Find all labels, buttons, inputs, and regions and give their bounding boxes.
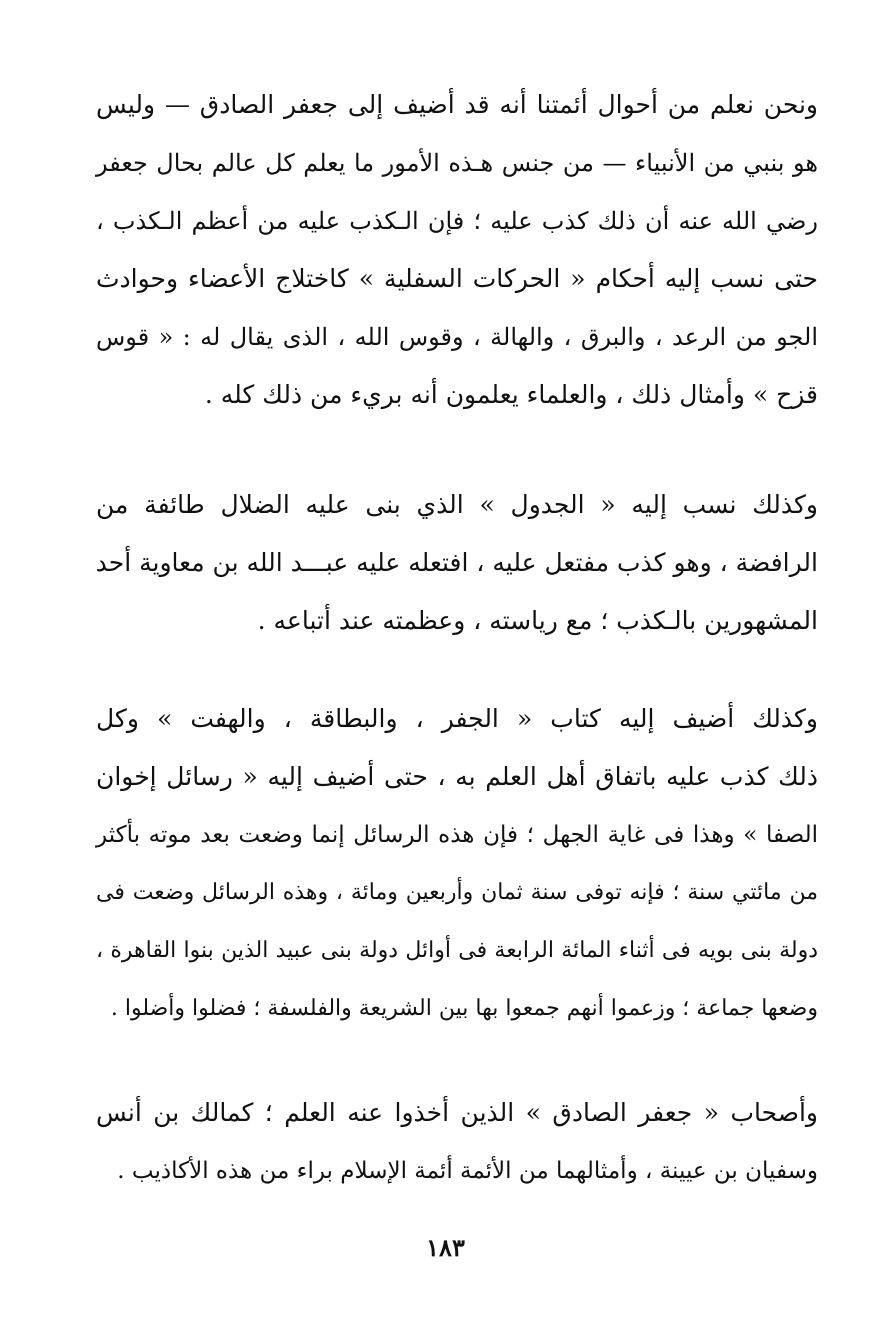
text-line: وضعها جماعة ؛ وزعموا أنهم جمعوا بها بين الشريعة والفلسفة ؛ فضلوا وأضلوا . (110, 996, 818, 1021)
text-line: الرافضة ، وهو كذب مفتعل عليه ، افتعله عليه عبـــد الله بن معاوية أحد (95, 548, 818, 577)
paragraph-4 (96, 1084, 818, 1200)
text-line: الجو من الرعد ، والبرق ، والهالة ، وقوس الله ، الذى يقال له : « قوس (96, 323, 818, 351)
text-line: دولة بنى بويه فى أثناء المائة الرابعة فى أوائل دولة بنى عبيد الذين بنوا القاهرة ، (96, 938, 818, 963)
text-line: وكذلك أضيف إليه كتاب « الجفر ، والبطاقة ، والهفت » وكل (96, 704, 818, 733)
text-line: ذلك كذب عليه باتفاق أهل العلم به ، حتى أضيف إليه « رسائل إخوان (96, 762, 818, 791)
text-line: الصفا » وهذا فى غاية الجهل ؛ فإن هذه الرسائل إنما وضعت بعد موته بأكثر (96, 822, 818, 848)
text-line: رضي الله عنه أن ذلك كذب عليه ؛ فإن الـكذب عليه من أعظم الـكذب ، (96, 207, 818, 235)
text-line: هو بنبي من الأنبياء — من جنس هـذه الأمور ما يعلم كل عالم بحال جعفر (96, 149, 818, 177)
page-number: ١٨٣ (426, 1233, 465, 1262)
text-line: وسفيان بن عيينة ، وأمثالهما من الأئمة أئمة الإسلام براء من هذه الأكاذيب . (117, 1158, 818, 1184)
paragraph-3 (96, 690, 818, 1038)
text-line: المشهورين بالـكذب ؛ مع رياسته ، وعظمته عند أتباعه . (257, 606, 818, 635)
text-line: قزح » وأمثال ذلك ، والعلماء يعلمون أنه بريء من ذلك كله . (204, 380, 818, 409)
text-line: وأصحاب « جعفر الصادق » الذين أخذوا عنه العلم ؛ كمالك بن أنس (96, 1098, 818, 1127)
paragraph-1 (96, 76, 818, 424)
text-line: من مائتي سنة ؛ فإنه توفى سنة ثمان وأربعين ومائة ، وهذه الرسائل وضعت فى (96, 880, 818, 905)
text-line: ونحن نعلم من أحوال أئمتنا أنه قد أضيف إلى جعفر الصادق — وليس (96, 90, 818, 119)
text-line: وكذلك نسب إليه « الجدول » الذي بنى عليه الضلال طائفة من (96, 490, 818, 519)
paragraph-2 (96, 476, 818, 650)
text-line: حتى نسب إليه أحكام « الحركات السفلية » كاختلاج الأعضاء وحوادث (96, 264, 818, 293)
